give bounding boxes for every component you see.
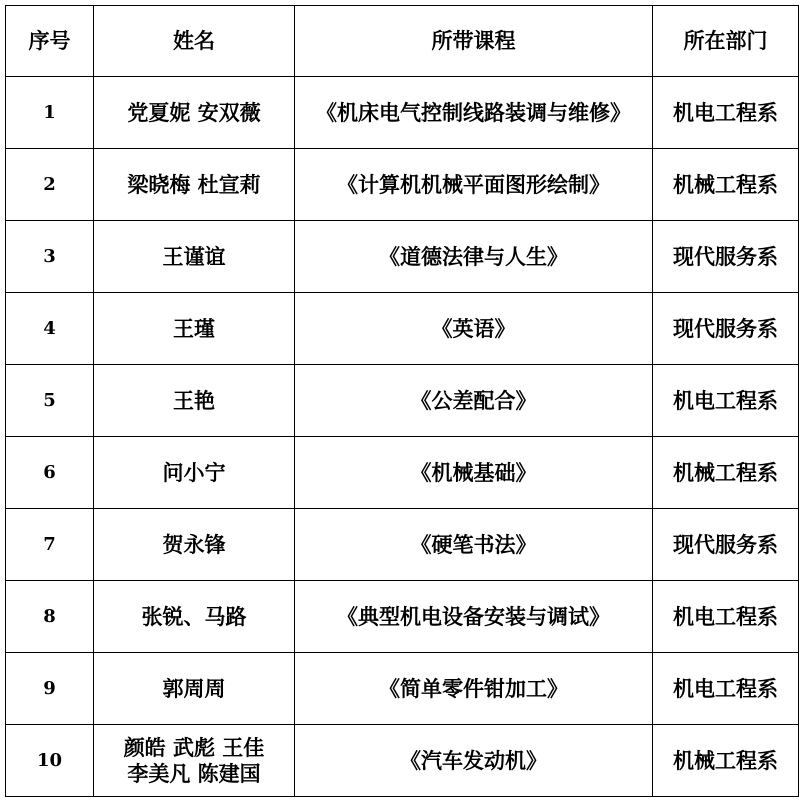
table-row bbox=[6, 725, 799, 797]
row-no: 10 bbox=[6, 725, 94, 797]
row-course: 《机床电气控制线路装调与维修》 bbox=[295, 77, 653, 149]
row-course: 《公差配合》 bbox=[295, 365, 653, 437]
row-name: 张锐、马路 bbox=[94, 581, 295, 653]
row-name: 王谨谊 bbox=[94, 221, 295, 293]
table-row bbox=[6, 149, 799, 221]
row-course: 《硬笔书法》 bbox=[295, 509, 653, 581]
table-row bbox=[6, 77, 799, 149]
row-name: 王艳 bbox=[94, 365, 295, 437]
header-no: 序号 bbox=[6, 6, 94, 77]
header-row bbox=[6, 6, 799, 77]
row-course: 《计算机机械平面图形绘制》 bbox=[295, 149, 653, 221]
row-course: 《简单零件钳加工》 bbox=[295, 653, 653, 725]
table-row bbox=[6, 581, 799, 653]
row-no: 7 bbox=[6, 509, 94, 581]
table-row bbox=[6, 437, 799, 509]
row-name: 郭周周 bbox=[94, 653, 295, 725]
row-dept: 现代服务系 bbox=[653, 509, 799, 581]
row-dept: 机电工程系 bbox=[653, 365, 799, 437]
row-no: 6 bbox=[6, 437, 94, 509]
table-row bbox=[6, 509, 799, 581]
row-dept: 机械工程系 bbox=[653, 437, 799, 509]
row-course: 《道德法律与人生》 bbox=[295, 221, 653, 293]
row-name: 党夏妮 安双薇 bbox=[94, 77, 295, 149]
row-name: 梁晓梅 杜宣莉 bbox=[94, 149, 295, 221]
row-no: 1 bbox=[6, 77, 94, 149]
header-dept: 所在部门 bbox=[653, 6, 799, 77]
row-name-line-1: 颜皓 武彪 王佳 bbox=[123, 735, 265, 760]
row-no: 2 bbox=[6, 149, 94, 221]
row-no: 9 bbox=[6, 653, 94, 725]
header-name: 姓名 bbox=[94, 6, 295, 77]
row-no: 5 bbox=[6, 365, 94, 437]
row-dept: 现代服务系 bbox=[653, 293, 799, 365]
course-assignment-table bbox=[5, 5, 799, 797]
row-dept: 机电工程系 bbox=[653, 653, 799, 725]
row-name-line-2: 李美凡 陈建国 bbox=[127, 761, 261, 786]
row-dept: 机电工程系 bbox=[653, 581, 799, 653]
row-name: 贺永锋 bbox=[94, 509, 295, 581]
row-course: 《汽车发动机》 bbox=[295, 725, 653, 797]
row-no: 3 bbox=[6, 221, 94, 293]
row-course: 《机械基础》 bbox=[295, 437, 653, 509]
table-row bbox=[6, 653, 799, 725]
header-course: 所带课程 bbox=[295, 6, 653, 77]
row-name: 问小宁 bbox=[94, 437, 295, 509]
row-no: 8 bbox=[6, 581, 94, 653]
row-course: 《典型机电设备安装与调试》 bbox=[295, 581, 653, 653]
row-dept: 机械工程系 bbox=[653, 149, 799, 221]
row-no: 4 bbox=[6, 293, 94, 365]
row-dept: 机械工程系 bbox=[653, 725, 799, 797]
row-name: 王瑾 bbox=[94, 293, 295, 365]
row-dept: 现代服务系 bbox=[653, 221, 799, 293]
row-dept: 机电工程系 bbox=[653, 77, 799, 149]
table-row bbox=[6, 365, 799, 437]
table-row bbox=[6, 293, 799, 365]
table-row bbox=[6, 221, 799, 293]
row-name bbox=[94, 725, 295, 797]
row-course: 《英语》 bbox=[295, 293, 653, 365]
